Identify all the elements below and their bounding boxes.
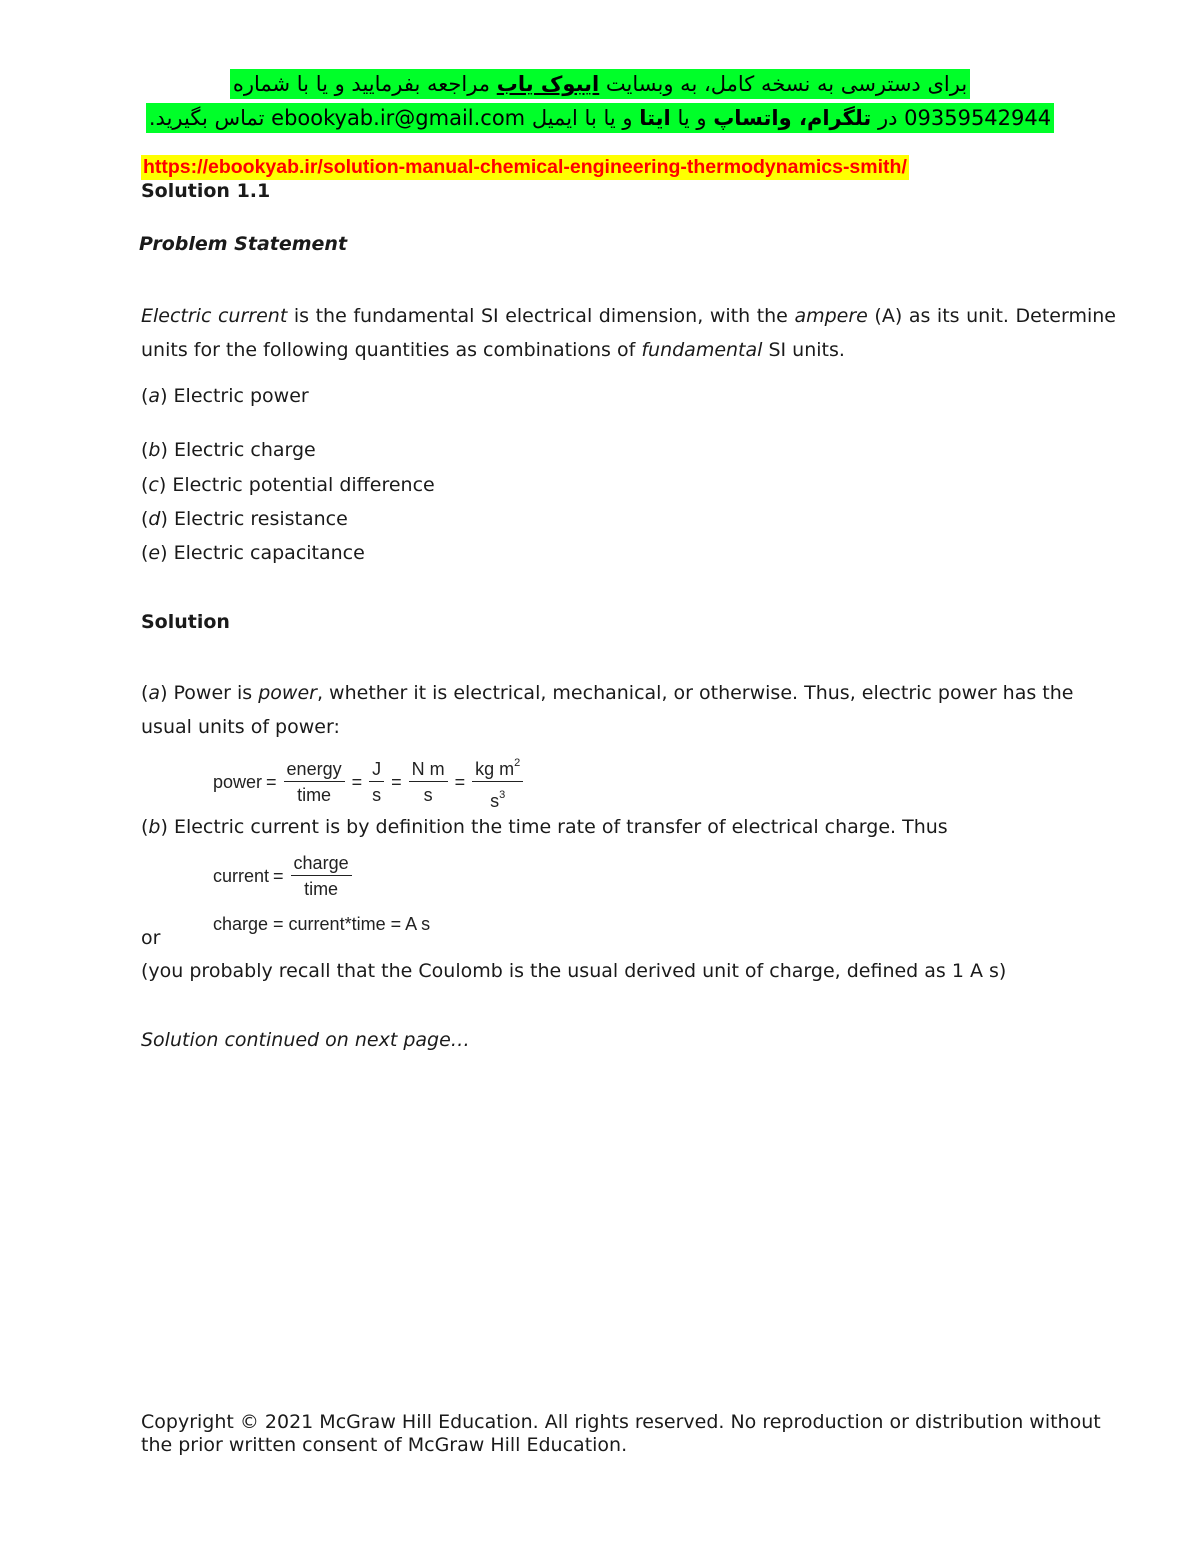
problem-text: (A) as its unit. Determine units for the following quantities as combinations of bbox=[141, 305, 1116, 361]
fraction-kgm2-s3: $\frac{kg m^2}{s^3}$ bbox=[472, 752, 523, 812]
current-equation bbox=[213, 852, 355, 900]
eq-sign: = bbox=[454, 771, 466, 792]
promo-text: و یا با ایمیل bbox=[525, 106, 640, 130]
fraction-j-s: $\frac{J}{s}$ bbox=[369, 758, 384, 806]
copyright-footer: Copyright © 2021 McGraw Hill Education. All rights reserved. No reproduction or distribution without the prior written consent of McGraw Hill Education. bbox=[141, 1411, 1101, 1456]
eq-sign: = bbox=[391, 771, 402, 792]
solution-title: Solution 1.1 bbox=[141, 180, 271, 202]
promo-text: و یا bbox=[670, 106, 714, 130]
eitaa-app: ایتا bbox=[639, 106, 671, 130]
fraction-charge-time: $\frac{\text{charge}}{\text{time}}$ bbox=[291, 852, 352, 900]
term-fundamental: fundamental bbox=[641, 339, 763, 361]
eq-sign: = bbox=[273, 865, 284, 886]
part-b-paragraph: (b) Electric current is by definition the time rate of transfer of electrical charge. Thus bbox=[141, 816, 948, 838]
list-item-c: (c) Electric potential difference bbox=[141, 474, 435, 496]
problem-text: is the fundamental SI electrical dimension, with the bbox=[287, 305, 795, 327]
list-item-b: (b) Electric charge bbox=[141, 439, 316, 461]
promo-line-1 bbox=[0, 69, 1200, 99]
promo-highlight-1 bbox=[230, 69, 970, 99]
term-electric-current: Electric current bbox=[141, 305, 288, 327]
charge-equation: charge = current*time = A s bbox=[213, 914, 431, 934]
or-text: or bbox=[141, 927, 161, 949]
eq-sign: = bbox=[266, 771, 277, 792]
promo-text: تماس بگیرید. bbox=[148, 106, 272, 130]
problem-paragraph bbox=[141, 299, 1116, 367]
solution-heading: Solution bbox=[141, 611, 230, 633]
eq-lhs: current bbox=[213, 865, 270, 886]
promo-text: برای دسترسی به نسخه کامل، به وبسایت bbox=[599, 72, 968, 96]
email-link[interactable]: ebookyab.ir@gmail.com bbox=[271, 106, 526, 130]
eq-lhs: power bbox=[213, 771, 263, 792]
messenger-apps: تلگرام، واتساپ bbox=[713, 106, 872, 130]
problem-statement-title: Problem Statement bbox=[139, 233, 348, 255]
term-ampere: ampere bbox=[794, 305, 868, 327]
promo-highlight-2 bbox=[146, 103, 1054, 133]
promo-line-2 bbox=[0, 103, 1200, 133]
phone-number: 09359542944 bbox=[904, 106, 1052, 130]
list-item-a: (a) Electric power bbox=[141, 385, 309, 407]
problem-text: SI units. bbox=[762, 339, 845, 361]
power-equation bbox=[213, 752, 526, 812]
term-power: power bbox=[258, 682, 317, 704]
promo-text: در bbox=[871, 106, 905, 130]
part-a-paragraph: (a) Power is power, whether it is electrical, mechanical, or otherwise. Thus, electric power has the usual units of power: bbox=[141, 682, 1074, 738]
solution-manual-link[interactable]: https://ebookyab.ir/solution-manual-chemical-engineering-thermodynamics-smith/ bbox=[143, 156, 907, 178]
continued-note: Solution continued on next page… bbox=[141, 1029, 470, 1051]
coulomb-note: (you probably recall that the Coulomb is the usual derived unit of charge, defined as 1 A s) bbox=[141, 960, 1007, 982]
list-item-d: (d) Electric resistance bbox=[141, 508, 348, 530]
fraction-nm-s: $\frac{\text{N m}}{s}$ bbox=[409, 758, 448, 806]
brand-link[interactable]: ایبوک یاب bbox=[496, 72, 600, 96]
fraction-energy-time: $\frac{\text{energy}}{\text{time}}$ bbox=[284, 758, 345, 806]
list-item-e: (e) Electric capacitance bbox=[141, 542, 365, 564]
promo-text: مراجعه بفرمایید و یا با شماره bbox=[232, 72, 497, 96]
eq-sign: = bbox=[351, 771, 363, 792]
